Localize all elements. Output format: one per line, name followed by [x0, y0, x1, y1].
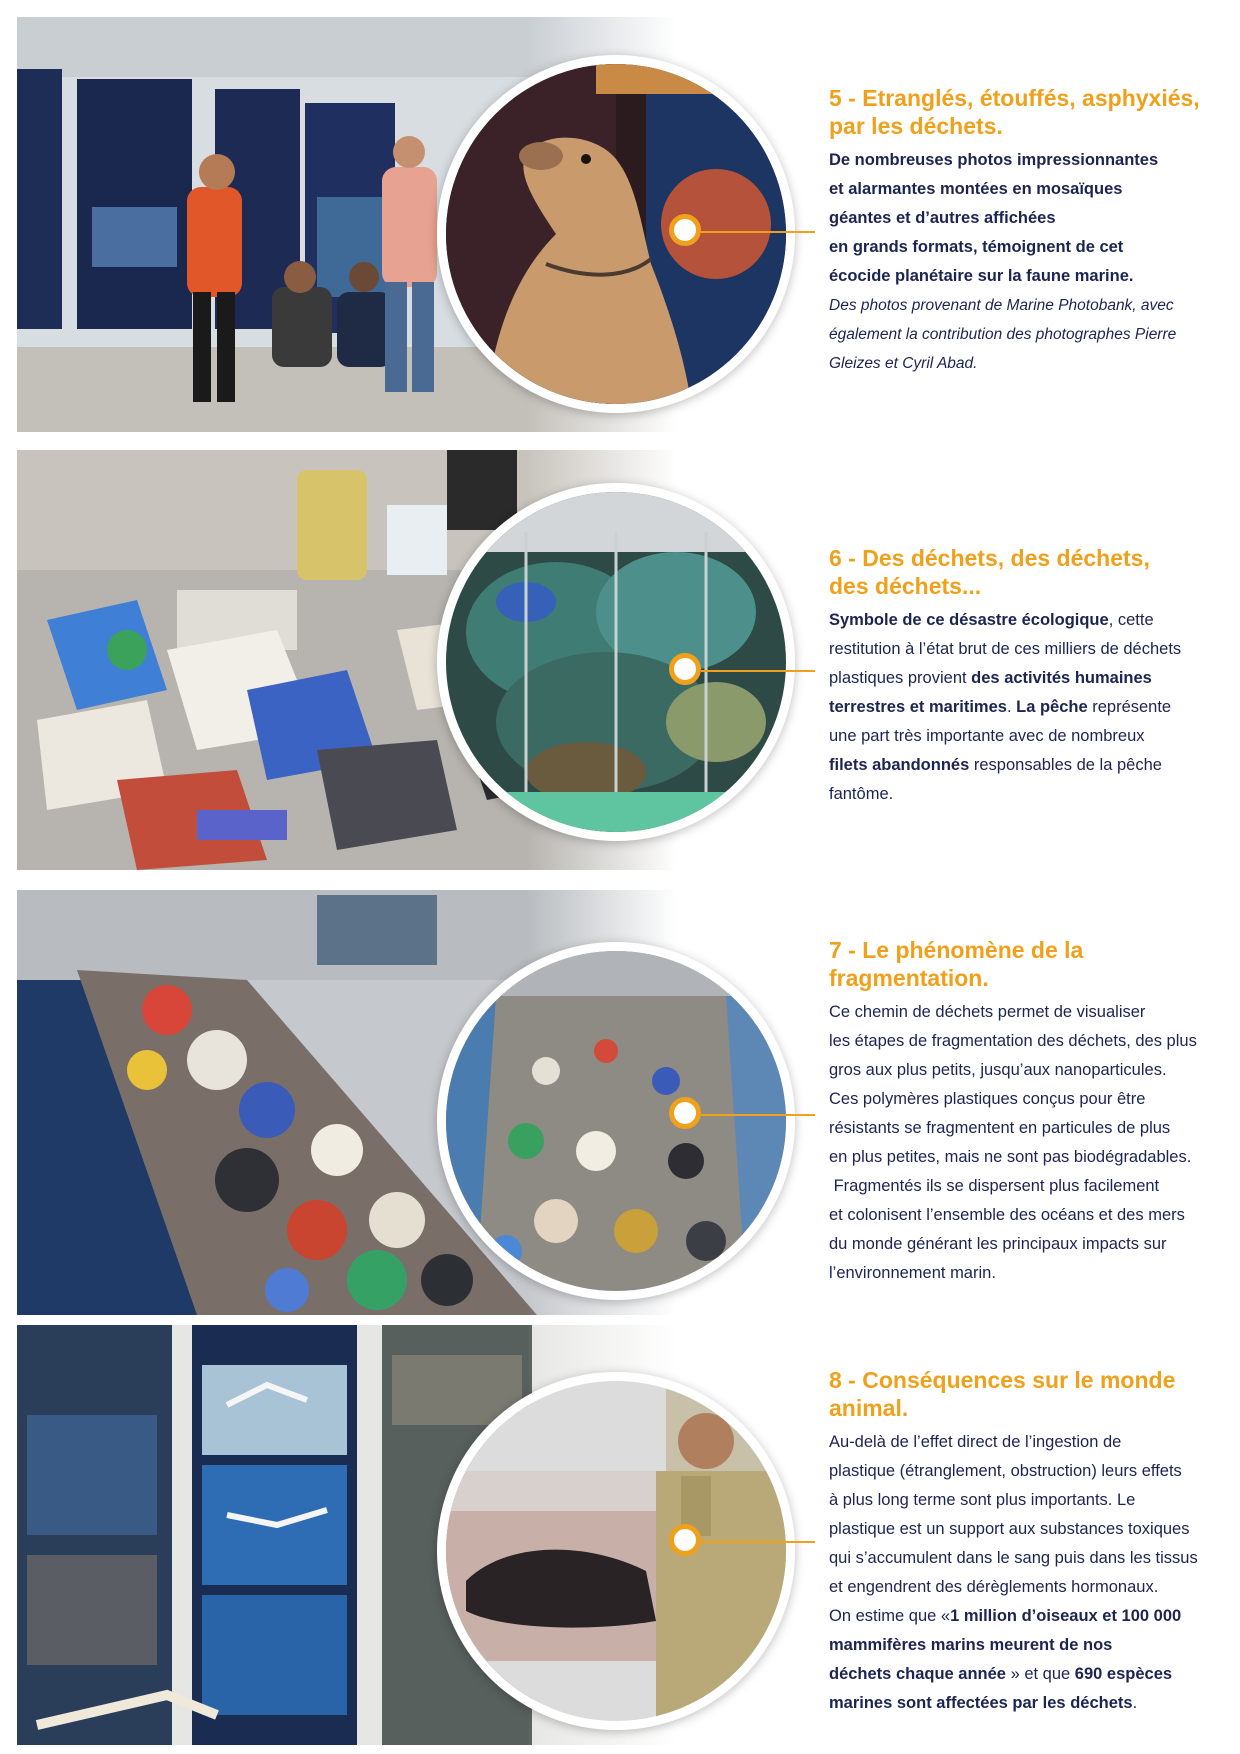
connector-line	[701, 670, 815, 672]
section-8	[0, 1320, 1240, 1754]
whale-visitor-photo-circle	[437, 1372, 795, 1730]
section-title: 6 - Des déchets, des déchets, des déchets...	[829, 545, 1150, 599]
sea-lion-photo-circle	[437, 55, 795, 413]
fragments-photo-circle	[437, 942, 795, 1300]
sea-lion-illustration	[446, 64, 786, 404]
fishing-nets-photo-circle	[437, 483, 795, 841]
connector-line	[701, 1541, 815, 1543]
connector-dot	[669, 653, 701, 685]
section-5-text	[829, 84, 1219, 378]
section-5	[0, 0, 1240, 440]
section-lead: De nombreuses photos impressionnantes et alarmantes montées en mosaïques géantes et d’autres affichées en grands formats, témoignent de cet écocide planétaire sur la faune marine.	[829, 151, 1159, 285]
photo-credit: Des photos provenant de Marine Photobank, avec également la contribution des photographes Pierre Gleizes et Cyril Abad.	[829, 297, 1177, 372]
section-6	[0, 440, 1240, 880]
section-title: 8 - Conséquences sur le monde animal.	[829, 1367, 1176, 1421]
section-7-text	[829, 936, 1219, 1288]
connector-line	[701, 1114, 815, 1116]
fragments-illustration	[446, 951, 786, 1291]
section-title: 7 - Le phénomène de la fragmentation.	[829, 937, 1084, 991]
connector-dot	[669, 1097, 701, 1129]
connector-dot	[669, 214, 701, 246]
connector-line	[701, 231, 815, 233]
connector-dot	[669, 1524, 701, 1556]
whale-visitor-illustration	[446, 1381, 786, 1721]
section-6-text	[829, 544, 1219, 809]
section-title: 5 - Etranglés, étouffés, asphyxiés, par les déchets.	[829, 85, 1200, 139]
section-7	[0, 880, 1240, 1320]
section-body: Ce chemin de déchets permet de visualiser les étapes de fragmentation des déchets, des plus gros aux plus petits, jusqu’aux nanoparticules. Ces polymères plastiques conçus pour être résistants se fragmentent en particules de plus en plus petites, mais ne sont pas biodégradables. Fragmentés ils se dispersent plus facilement et colonisent l’ensemble des océans et des mers du monde générant les principaux impacts sur l’environnement marin.	[829, 1003, 1197, 1282]
section-8-text	[829, 1366, 1219, 1718]
section-body: Au-delà de l’effet direct de l’ingestion de plastique (étranglement, obstruction) leurs effets à plus long terme sont plus importants. Le plastique est un support aux substances toxiques qui s’accumulent dans le sang puis dans les tissus et engendrent des dérèglements hormonaux. On estime que «1 million d’oiseaux et 100 000 mammifères marins meurent de nos déchets chaque année » et que 690 espèces marines sont affectées par les déchets.	[829, 1433, 1198, 1712]
fishing-nets-illustration	[446, 492, 786, 832]
section-body: Symbole de ce désastre écologique, cette restitution à l’état brut de ces milliers de déchets plastiques provient des activités humaines terrestres et maritimes. La pêche représente une part très importante avec de nombreux filets abandonnés responsables de la pêche fantôme.	[829, 611, 1182, 803]
